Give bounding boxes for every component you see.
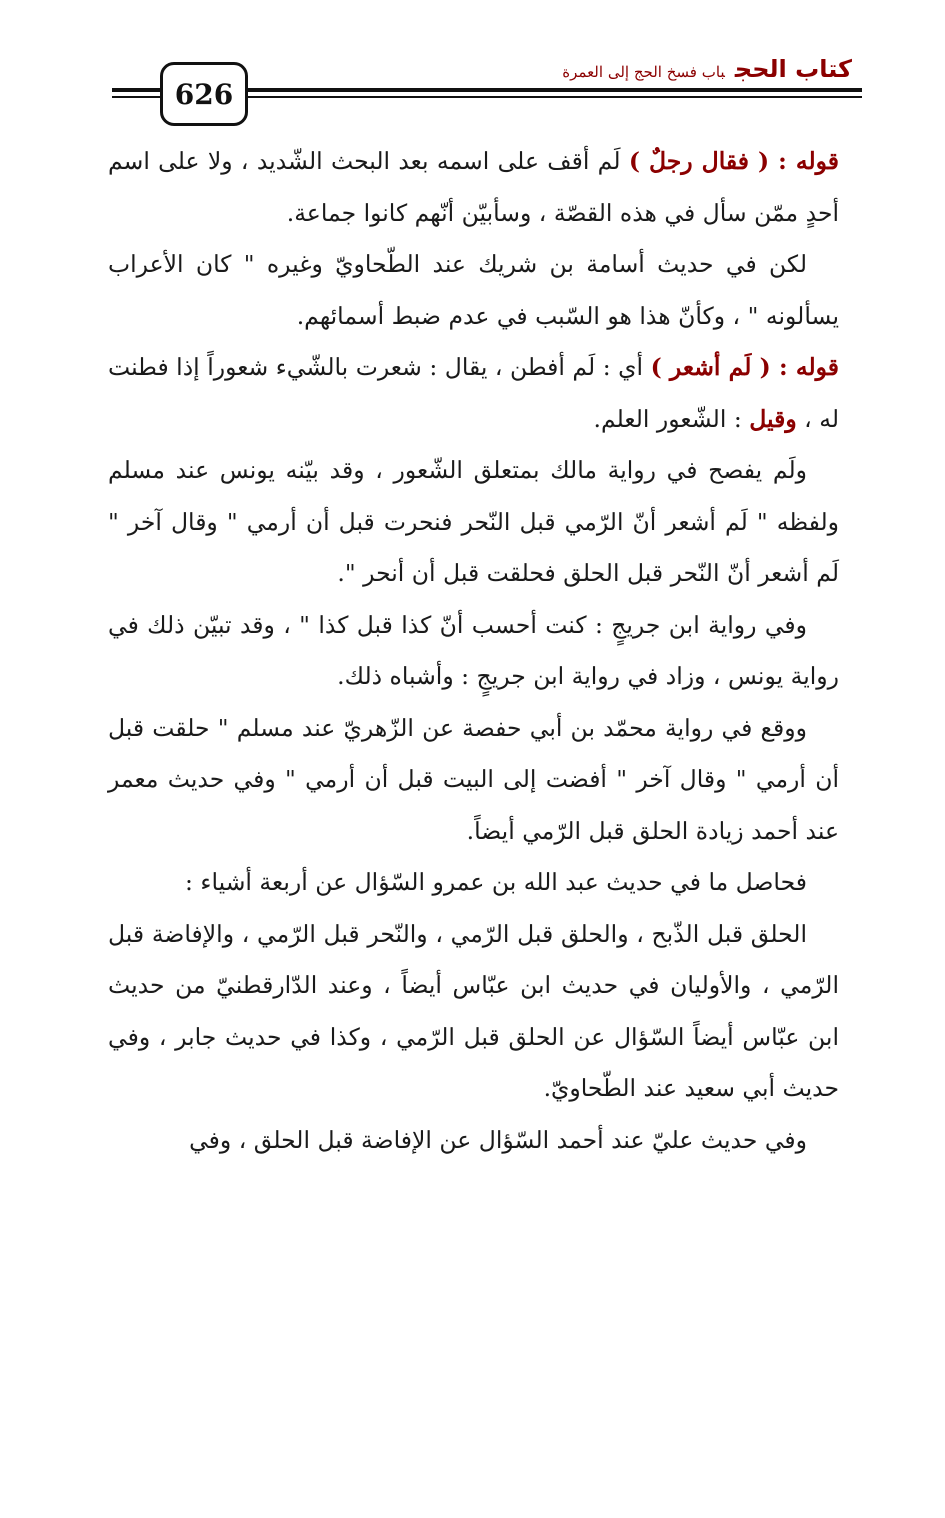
paragraph-text: لكن في حديث أسامة بن شريك عند الطّحاويّ وغيره " كان الأعراب يسألونه " ، وكأنّ هذا هو السّبب في عدم ضبط أسمائهم.	[108, 250, 839, 330]
commentary-lemma: قوله : ( فقال رجلٌ )	[628, 147, 840, 175]
paragraph-text: فحاصل ما في حديث عبد الله بن عمرو السّؤال عن أربعة أشياء :	[185, 868, 807, 896]
paragraph-text: ووقع في رواية محمّد بن أبي حفصة عن الزّهريّ عند مسلم " حلقت قبل أن أرمي " وقال آخر " أفضت إلى البيت قبل أن أرمي " وفي حديث معمر عند أحمد زيادة الحلق قبل الرّمي أيضاً.	[108, 713, 839, 845]
paragraph-text: وفي حديث عليّ عند أحمد السّؤال عن الإفاضة قبل الحلق ، وفي	[189, 1125, 807, 1154]
book-title: كتاب الحج	[734, 55, 852, 83]
page-number: 626	[160, 62, 248, 126]
commentary-keyword: وقيل	[749, 404, 797, 433]
paragraph	[108, 909, 839, 1115]
paragraph	[108, 136, 839, 239]
paragraph	[108, 445, 839, 600]
commentary-lemma: قوله : ( لَم أشعر )	[650, 353, 839, 381]
paragraph	[108, 857, 839, 909]
paragraph-text: ولَم يفصح في رواية مالك بمتعلق الشّعور ، وقد بيّنه يونس عند مسلم ولفظه " لَم أشعر أنّ الرّمي قبل النّحر فنحرت قبل أن أرمي " وقال آخر " لَم أشعر أنّ النّحر قبل الحلق فحلقت قبل أن أنحر ".	[108, 456, 839, 587]
paragraph-text: أي : لَم أفطن ، يقال : شعرت بالشّيء شعوراً إذا فطنت له ،	[108, 353, 839, 433]
page-body	[108, 136, 839, 1166]
paragraph	[108, 1115, 839, 1167]
paragraph	[108, 600, 839, 703]
paragraph-text: لَم أقف على اسمه بعد البحث الشّديد ، ولا على اسم أحدٍ ممّن سأل في هذه القصّة ، وسأبيّن أنّهم كانوا جماعة.	[108, 147, 839, 227]
paragraph	[108, 239, 839, 342]
paragraph-text: وفي رواية ابن جريجٍ : كنت أحسب أنّ كذا قبل كذا " ، وقد تبيّن ذلك في رواية يونس ، وزاد في رواية ابن جريجٍ : وأشباه ذلك.	[108, 610, 839, 690]
chapter-title: باب فسخ الحج إلى العمرة	[562, 63, 725, 81]
paragraph-text: : الشّعور العلم.	[593, 404, 750, 433]
page-header	[112, 40, 862, 130]
paragraph	[108, 342, 839, 445]
paragraph	[108, 703, 839, 858]
running-head	[562, 54, 852, 87]
paragraph-text: الحلق قبل الذّبح ، والحلق قبل الرّمي ، والنّحر قبل الرّمي ، والإفاضة قبل الرّمي ، والأوليان في حديث ابن عبّاس أيضاً ، وعند الدّارقطنيّ من حديث ابن عبّاس أيضاً السّؤال عن الحلق قبل الرّمي ، وكذا في حديث جابر ، وفي حديث أبي سعيد عند الطّحاويّ.	[108, 919, 839, 1102]
